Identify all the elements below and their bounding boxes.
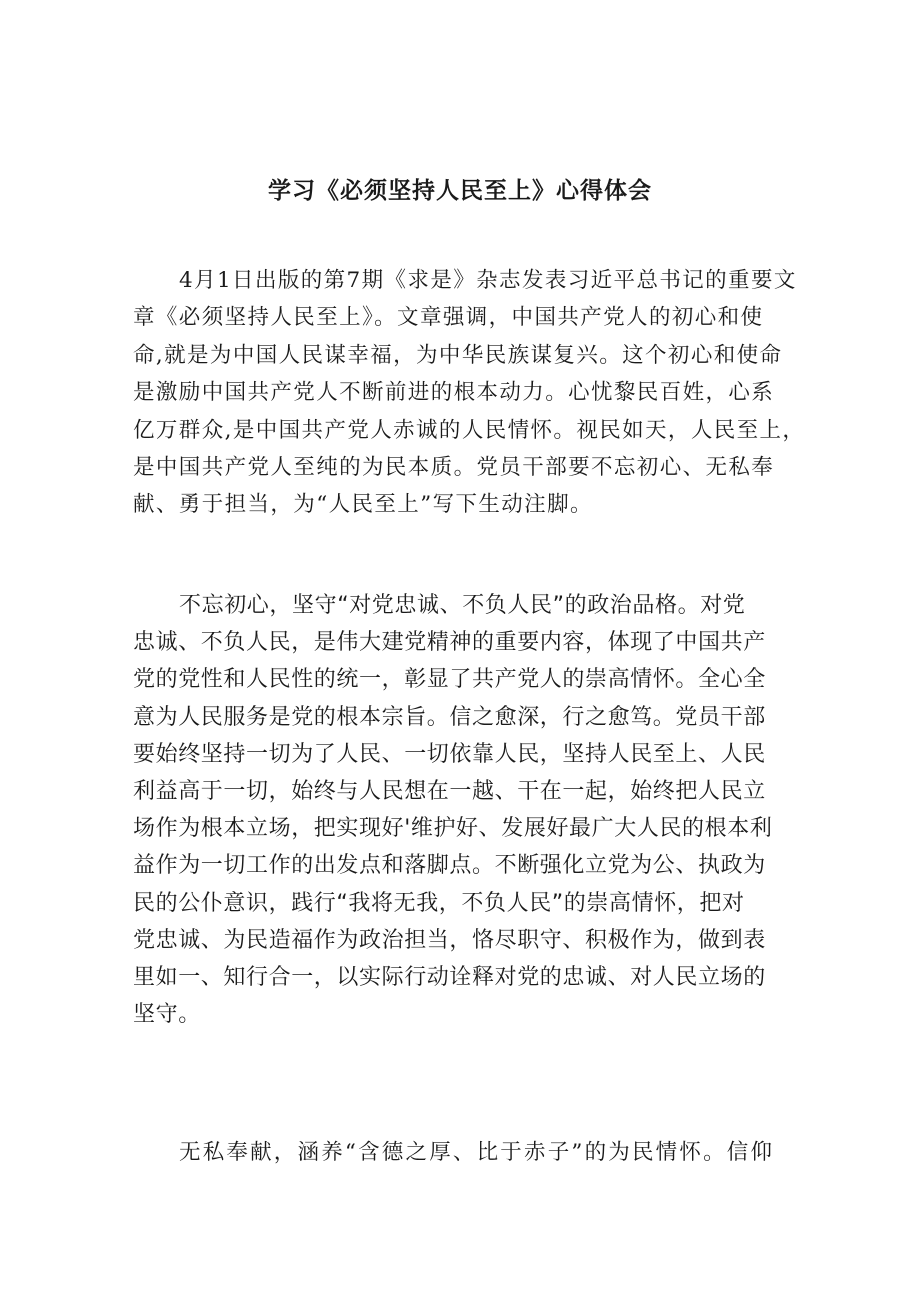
paragraph-line: 党忠诚、为民造福作为政治担当，恪尽职守、积极作为，做到表 <box>133 927 766 953</box>
paragraph-line: 民的公仆意识，践行“我将无我，不负人民”的崇高情怀，把对 <box>133 890 745 916</box>
paragraph-line: 党的党性和人民性的统一，彰显了共产党人的崇高情怀。全心全 <box>133 667 766 693</box>
paragraph-line: 章《必须坚持人民至上》。文章强调，中国共产党人的初心和使 <box>133 305 764 331</box>
paragraph-line: 意为人民服务是党的根本宗旨。信之愈深，行之愈笃。党员干部 <box>133 704 766 730</box>
paragraph-dedication <box>133 1134 793 1171</box>
paragraph-line: 里如一、知行合一，以实际行动诠释对党的忠诚、对人民立场的 <box>133 965 766 991</box>
paragraph-intro <box>133 262 806 524</box>
paragraph-line: 场作为根本立场，把实现好'维护好、发展好最广大人民的根本利 <box>133 816 773 842</box>
paragraph-line: 无私奉献，涵养“含德之厚、比于赤子”的为民情怀。信仰 <box>179 1140 775 1165</box>
paragraph-line: 是中国共产党人至纯的为民本质。党员干部要不忘初心、无私奉 <box>133 455 775 481</box>
paragraph-line: 献、勇于担当，为“人民至上”写下生动注脚。 <box>133 492 593 518</box>
paragraph-line: 利益高于一切，始终与人民想在一越、干在一起，始终把人民立 <box>133 779 766 805</box>
paragraph-line: 要始终坚持一切为了人民、一切依靠人民，坚持人民至上、人民 <box>133 741 766 767</box>
paragraph-line: 坚守。 <box>133 1002 201 1028</box>
paragraph-line: 不忘初心，坚守“对党忠诚、不负人民”的政治品格。对党 <box>179 593 746 618</box>
paragraph-line: 命,就是为中国人民谋幸福，为中华民族谋复兴。这个初心和使命 <box>133 342 783 368</box>
paragraph-line: 益作为一切工作的出发点和落脚点。不断强化立党为公、执政为 <box>133 853 766 879</box>
paragraph-line: 4月1日出版的第7期《求是》杂志发表习近平总书记的重要文 <box>179 268 797 293</box>
paragraph-line: 是激励中国共产党人不断前进的根本动力。心忧黎民百姓，心系 <box>133 380 775 406</box>
document-title: 学习《必须坚持人民至上》心得体会 <box>268 178 652 204</box>
paragraph-line: 忠诚、不负人民，是伟大建党精神的重要内容，体现了中国共产 <box>133 630 766 656</box>
paragraph-line: 亿万群众,是中国共产党人赤诚的人民情怀。视民如天，人民至上， <box>133 417 806 443</box>
paragraph-loyalty <box>133 587 793 1033</box>
